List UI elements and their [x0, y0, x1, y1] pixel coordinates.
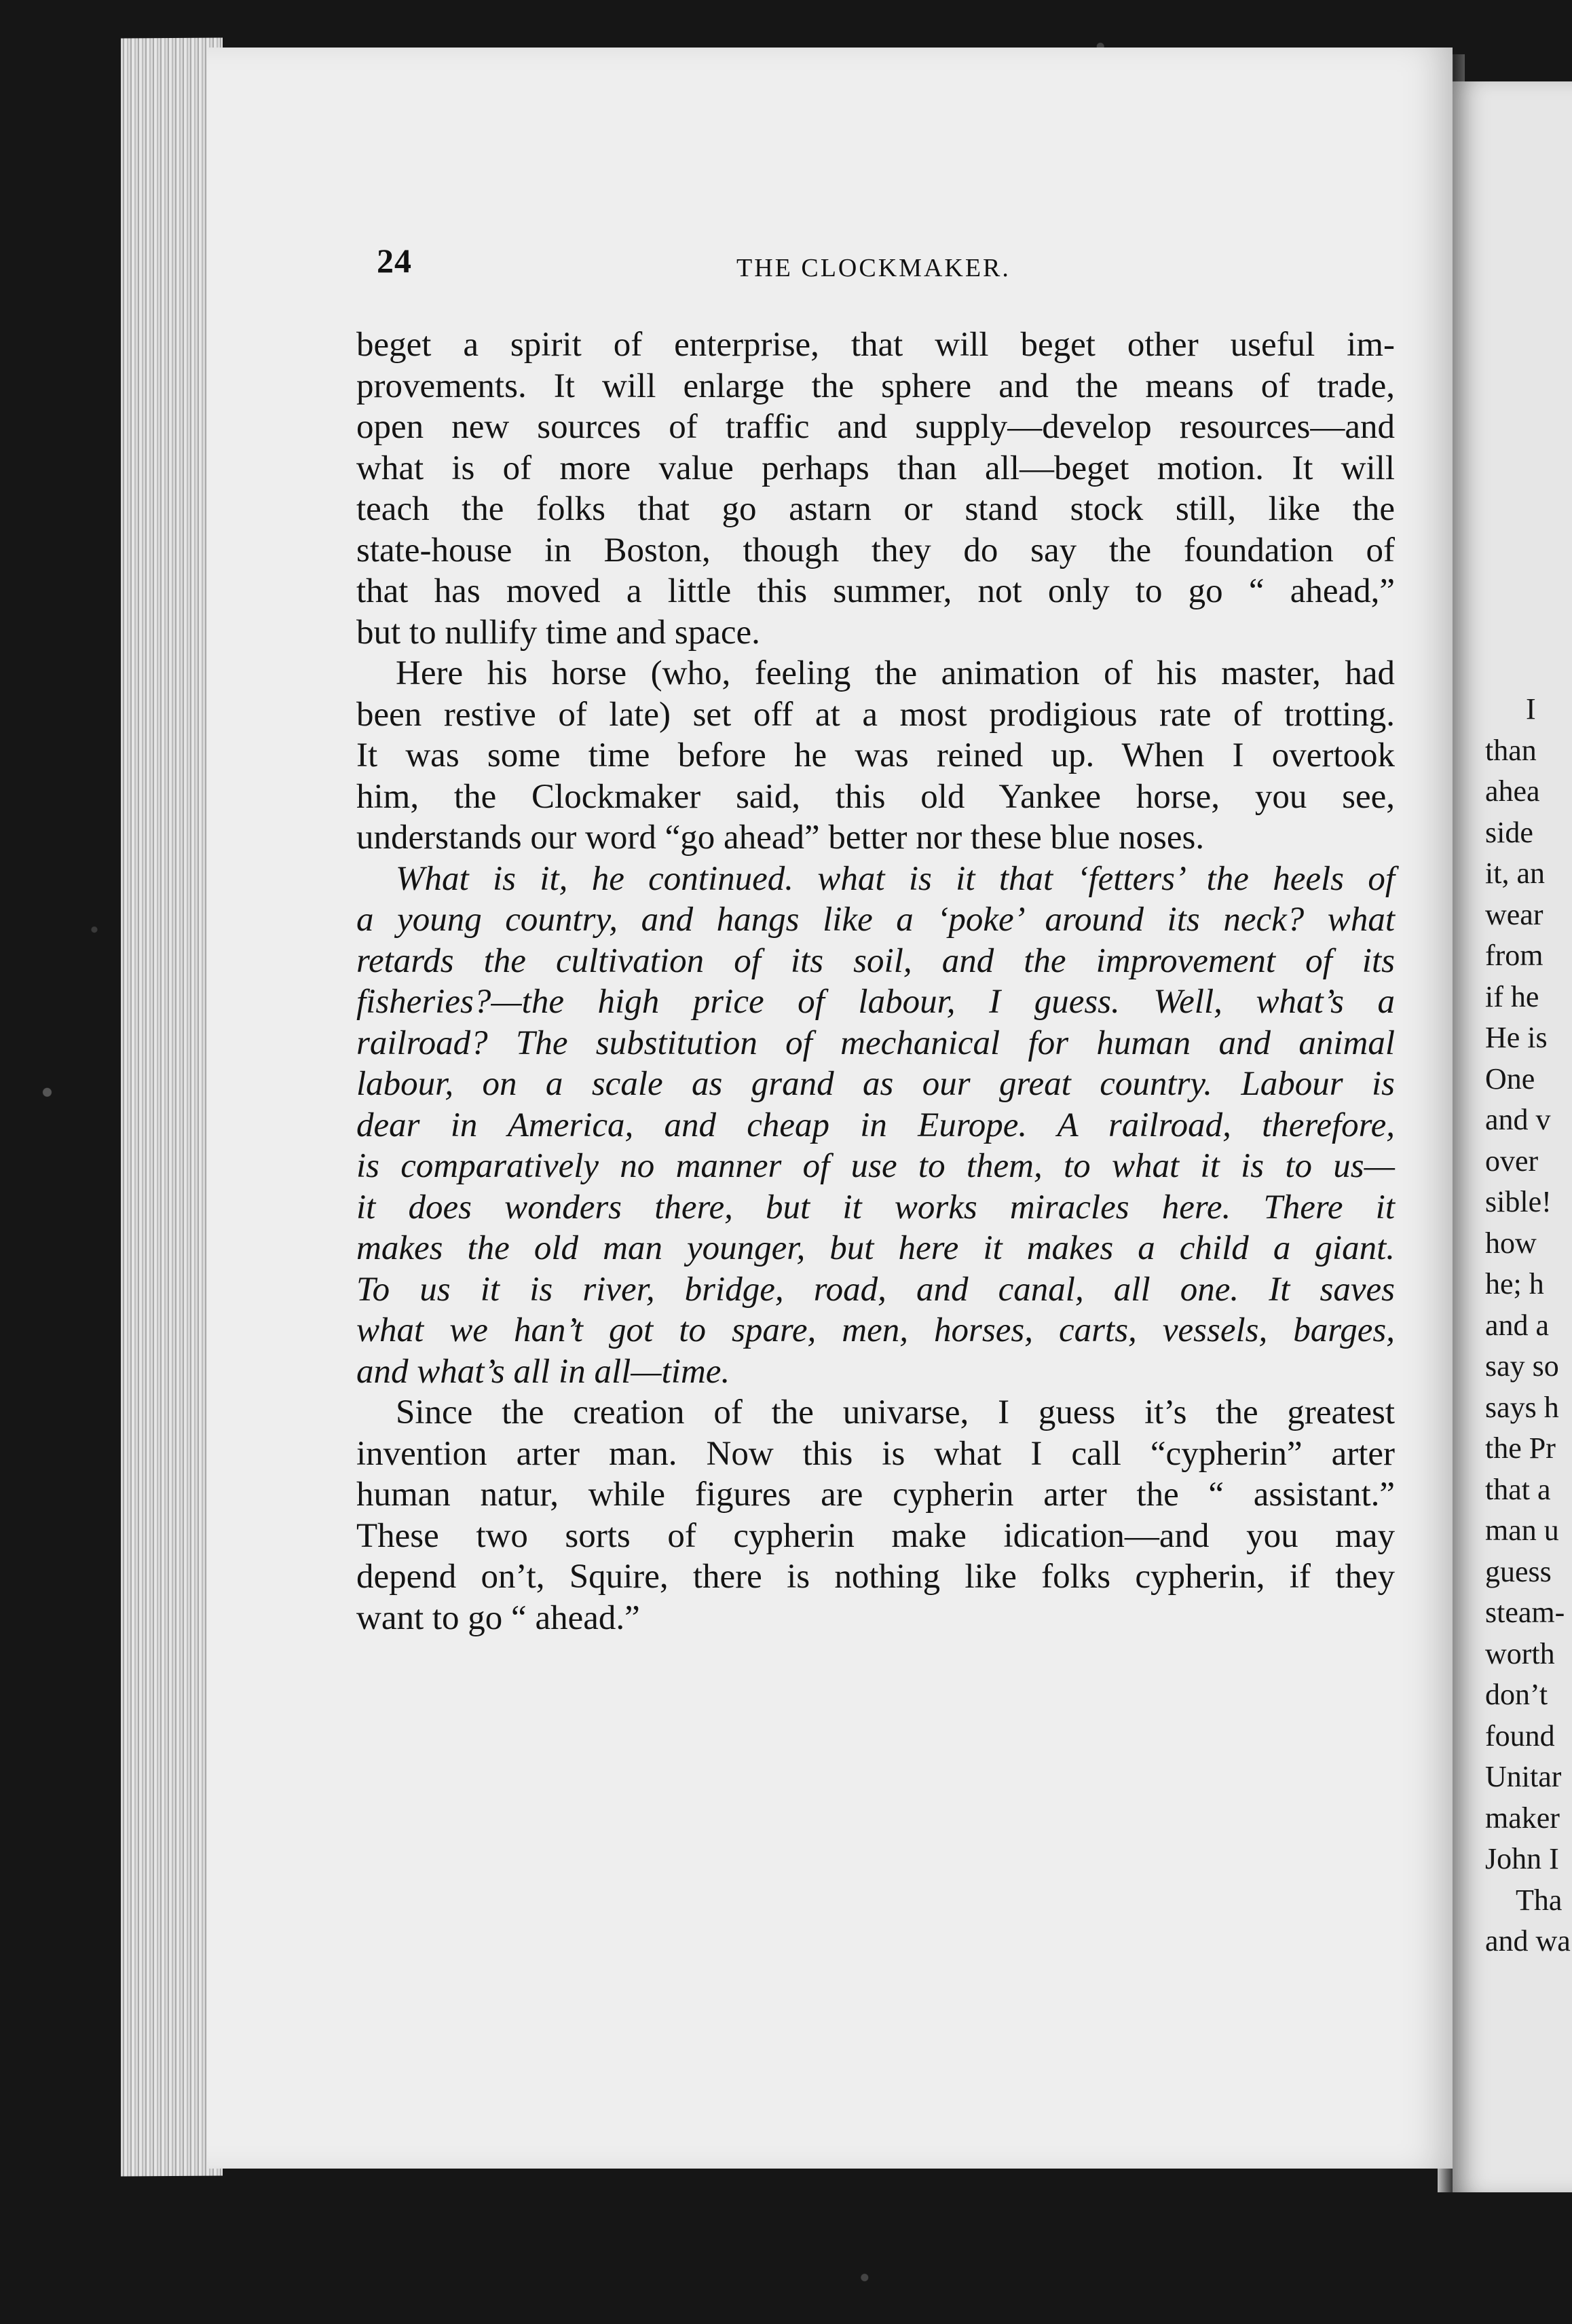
facing-line: side	[1485, 815, 1533, 849]
text-line: These two sorts of cypherin make idication—and you may	[356, 1516, 1395, 1555]
facing-line: says h	[1485, 1390, 1559, 1424]
text-line: beget a spirit of enterprise, that will beget other useful im-	[356, 326, 1395, 364]
facing-line: don’t	[1485, 1678, 1548, 1711]
text-line: invention arter man. Now this is what I call “cypherin” arter	[356, 1434, 1395, 1473]
facing-page-text	[1485, 689, 1571, 1962]
facing-line: One	[1485, 1062, 1535, 1095]
facing-line: Unitar	[1485, 1760, 1562, 1793]
text-line: that has moved a little this summer, not only to go “ ahead,”	[356, 572, 1395, 610]
text-line: it does wonders there, but it works miracles here. There it	[356, 1188, 1395, 1226]
text-line: What is it, he continued. what is it that ‘fetters’ the heels of	[396, 859, 1395, 898]
paragraph	[356, 1392, 1395, 1638]
text-line: railroad? The substitution of mechanical for human and animal	[356, 1024, 1395, 1062]
text-line: human natur, while figures are cypherin arter the “ assistant.”	[356, 1476, 1395, 1514]
text-line: labour, on a scale as grand as our great country. Labour is	[356, 1065, 1395, 1103]
text-line: To us it is river, bridge, road, and canal, all one. It saves	[356, 1270, 1395, 1309]
text-line: is comparatively no manner of use to them, to what it is to us—	[356, 1147, 1395, 1185]
text-line: teach the folks that go astarn or stand stock still, like the	[356, 490, 1395, 528]
facing-line: say so	[1485, 1349, 1559, 1383]
facing-page	[1453, 81, 1572, 2192]
facing-line: found	[1485, 1719, 1555, 1753]
facing-line: guess	[1485, 1554, 1552, 1588]
text-line: open new sources of traffic and supply—develop resources—and	[356, 408, 1395, 446]
body-text	[356, 324, 1395, 1638]
text-line: and what’s all in all—time.	[356, 1352, 730, 1391]
facing-line: the Pr	[1485, 1431, 1556, 1465]
facing-line: and v	[1485, 1103, 1551, 1136]
facing-line: John I	[1485, 1842, 1559, 1875]
text-line: him, the Clockmaker said, this old Yankee horse, you see,	[356, 777, 1395, 816]
facing-line: steam-	[1485, 1596, 1565, 1629]
running-title: THE CLOCKMAKER.	[736, 254, 1011, 282]
text-line: but to nullify time and space.	[356, 613, 760, 652]
text-line: Since the creation of the univarse, I guess it’s the greatest	[396, 1393, 1395, 1431]
text-line: want to go “ ahead.”	[356, 1598, 640, 1637]
text-line: Here his horse (who, feeling the animation of his master, had	[396, 654, 1395, 692]
facing-line: and a	[1485, 1308, 1550, 1342]
text-line: what is of more value perhaps than all—beget motion. It will	[356, 449, 1395, 487]
facing-line: maker	[1485, 1801, 1560, 1835]
facing-line: He is	[1485, 1021, 1548, 1054]
facing-line: man u	[1485, 1514, 1559, 1547]
text-line: dear in America, and cheap in Europe. A railroad, therefore,	[356, 1106, 1395, 1144]
text-line: fisheries?—the high price of labour, I guess. Well, what’s a	[356, 983, 1395, 1021]
page-header	[377, 241, 1395, 288]
text-line: a young country, and hangs like a ‘poke’ around its neck? what	[356, 901, 1395, 939]
facing-line: over	[1485, 1144, 1539, 1178]
facing-line: he; h	[1485, 1267, 1544, 1300]
paragraph	[356, 859, 1395, 1393]
facing-line: if he	[1485, 979, 1539, 1013]
facing-line: I	[1526, 692, 1536, 726]
facing-line: it, an	[1485, 857, 1545, 890]
facing-line: than	[1485, 733, 1537, 767]
text-line: makes the old man younger, but here it makes a child a giant.	[356, 1229, 1395, 1267]
facing-line: that a	[1485, 1472, 1551, 1506]
facing-line: sible!	[1485, 1185, 1552, 1218]
facing-line: worth	[1485, 1636, 1555, 1670]
page-number: 24	[377, 242, 412, 280]
text-line: what we han’t got to spare, men, horses, carts, vessels, barges,	[356, 1311, 1395, 1349]
text-line: been restive of late) set off at a most prodigious rate of trotting.	[356, 695, 1395, 734]
text-line: understands our word “go ahead” better nor these blue noses.	[356, 819, 1205, 857]
facing-line: ahea	[1485, 774, 1540, 808]
paragraph	[356, 653, 1395, 859]
text-line: state-house in Boston, though they do say the foundation of	[356, 531, 1395, 569]
facing-line: wear	[1485, 897, 1543, 931]
facing-line: Tha	[1516, 1883, 1562, 1917]
facing-line: and wa	[1485, 1924, 1571, 1957]
text-line: It was some time before he was reined up. When I overtook	[356, 736, 1395, 774]
text-line: provements. It will enlarge the sphere and the means of trade,	[356, 367, 1395, 405]
paragraph	[356, 324, 1395, 653]
text-line: depend on’t, Squire, there is nothing like folks cypherin, if they	[356, 1558, 1395, 1596]
facing-line: how	[1485, 1226, 1537, 1260]
text-line: retards the cultivation of its soil, and the improvement of its	[356, 941, 1395, 980]
facing-line: from	[1485, 939, 1543, 972]
